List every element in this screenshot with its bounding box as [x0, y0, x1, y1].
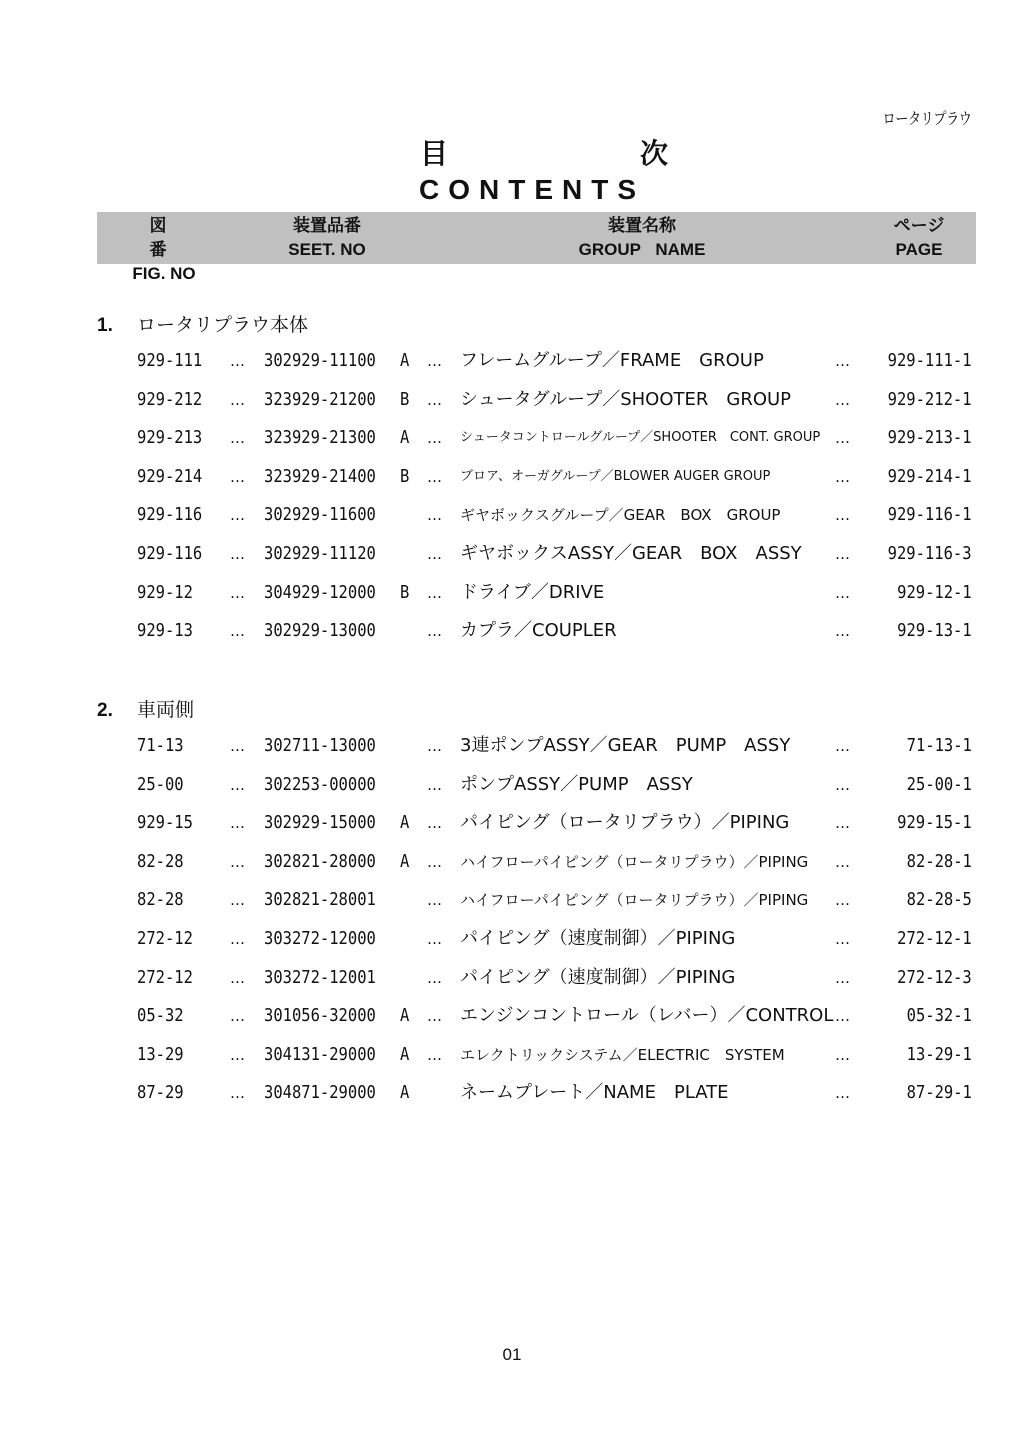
- group-name: パイピング（速度制御）／PIPING: [460, 928, 736, 949]
- table-header: [97, 212, 976, 283]
- sheet-no: 323929-21300: [264, 427, 376, 448]
- leader-dots: …: [230, 1046, 245, 1064]
- fig-no: 272-12: [137, 967, 193, 988]
- sheet-no: 323929-21200: [264, 389, 376, 410]
- revision: A: [400, 851, 410, 872]
- fig-no: 13-29: [137, 1044, 184, 1065]
- leader-dots: …: [835, 1084, 850, 1102]
- fig-no: 929-212: [137, 389, 203, 410]
- leader-dots: …: [835, 891, 850, 909]
- group-name: ギヤボックスASSY／GEAR BOX ASSY: [460, 543, 802, 564]
- group-name: シュータコントロールグループ／SHOOTER CONT. GROUP: [460, 430, 821, 445]
- sheet-no: 323929-21400: [264, 466, 376, 487]
- leader-dots: …: [427, 584, 442, 602]
- fig-no: 82-28: [137, 851, 184, 872]
- toc-row[interactable]: [0, 542, 1024, 566]
- leader-dots: …: [230, 352, 245, 370]
- fig-no: 82-28: [137, 889, 184, 910]
- leader-dots: …: [230, 622, 245, 640]
- group-name: パイピング（ロータリプラウ）／PIPING: [460, 812, 790, 833]
- leader-dots: …: [427, 352, 442, 370]
- header-fig-no-en: FIG. NO: [132, 264, 196, 283]
- group-name: エンジンコントロール（レバー）／CONTROL: [460, 1005, 834, 1026]
- toc-row[interactable]: [0, 734, 1024, 758]
- leader-dots: …: [835, 853, 850, 871]
- page-ref[interactable]: 929-12-1: [897, 582, 972, 603]
- leader-dots: …: [835, 584, 850, 602]
- header-sheet-no-en: SEET. NO: [288, 240, 366, 259]
- leader-dots: …: [835, 352, 850, 370]
- leader-dots: …: [427, 930, 442, 948]
- header-group-name-jp: 装置名称: [608, 216, 676, 236]
- group-name: ブロア、オーガグループ／BLOWER AUGER GROUP: [460, 469, 771, 484]
- sheet-no: 304871-29000: [264, 1082, 376, 1103]
- group-name: ギヤボックスグループ／GEAR BOX GROUP: [460, 506, 781, 524]
- toc-row[interactable]: [0, 888, 1024, 912]
- leader-dots: …: [230, 468, 245, 486]
- leader-dots: …: [230, 506, 245, 524]
- header-fig-no-jp: 図 番: [149, 216, 236, 260]
- revision: A: [400, 812, 410, 833]
- revision: A: [400, 1082, 410, 1103]
- leader-dots: …: [835, 737, 850, 755]
- sheet-no: 302821-28001: [264, 889, 376, 910]
- leader-dots: …: [427, 814, 442, 832]
- header-fig-no: [109, 214, 236, 286]
- section-title-text: 車両側: [137, 699, 195, 721]
- leader-dots: …: [230, 429, 245, 447]
- section-title: [97, 695, 194, 722]
- fig-no: 929-13: [137, 620, 193, 641]
- page-ref[interactable]: 929-213-1: [888, 427, 972, 448]
- fig-no: 71-13: [137, 735, 184, 756]
- sheet-no: 302253-00000: [264, 774, 376, 795]
- sheet-no: 303272-12001: [264, 967, 376, 988]
- leader-dots: …: [230, 969, 245, 987]
- fig-no: 87-29: [137, 1082, 184, 1103]
- page-ref[interactable]: 929-111-1: [888, 350, 972, 371]
- leader-dots: …: [427, 969, 442, 987]
- group-name: ハイフローパイピング（ロータリプラウ）／PIPING: [460, 891, 809, 909]
- page-ref[interactable]: 929-214-1: [888, 466, 972, 487]
- fig-no: 929-213: [137, 427, 203, 448]
- revision: B: [400, 389, 410, 410]
- group-name: エレクトリックシステム／ELECTRIC SYSTEM: [460, 1046, 785, 1064]
- leader-dots: …: [427, 622, 442, 640]
- toc-row[interactable]: [0, 773, 1024, 797]
- leader-dots: …: [427, 391, 442, 409]
- sheet-no: 304131-29000: [264, 1044, 376, 1065]
- leader-dots: …: [230, 737, 245, 755]
- leader-dots: …: [427, 737, 442, 755]
- toc-row[interactable]: [0, 426, 1024, 450]
- toc-row[interactable]: [0, 1004, 1024, 1028]
- leader-dots: …: [427, 1007, 442, 1025]
- sheet-no: 302929-11600: [264, 504, 376, 525]
- leader-dots: …: [427, 429, 442, 447]
- sheet-no: 304929-12000: [264, 582, 376, 603]
- toc-row[interactable]: [0, 1081, 1024, 1105]
- group-name: ネームプレート／NAME PLATE: [460, 1082, 729, 1103]
- sheet-no: 302711-13000: [264, 735, 376, 756]
- leader-dots: …: [835, 969, 850, 987]
- leader-dots: …: [835, 506, 850, 524]
- leader-dots: …: [835, 930, 850, 948]
- page-number: 01: [502, 1345, 522, 1364]
- leader-dots: …: [835, 814, 850, 832]
- sheet-no: 303272-12000: [264, 928, 376, 949]
- sheet-no: 302929-15000: [264, 812, 376, 833]
- leader-dots: …: [230, 1007, 245, 1025]
- fig-no: 929-116: [137, 543, 203, 564]
- revision: A: [400, 1005, 410, 1026]
- page-title-jp: [420, 132, 668, 172]
- section-title-text: ロータリプラウ本体: [137, 314, 309, 336]
- leader-dots: …: [835, 391, 850, 409]
- leader-dots: …: [230, 584, 245, 602]
- leader-dots: …: [230, 930, 245, 948]
- page-ref[interactable]: 929-15-1: [897, 812, 972, 833]
- page-ref[interactable]: 929-116-3: [888, 543, 972, 564]
- leader-dots: …: [427, 468, 442, 486]
- page-ref[interactable]: 25-00-1: [906, 774, 972, 795]
- leader-dots: …: [427, 1046, 442, 1064]
- leader-dots: …: [230, 853, 245, 871]
- leader-dots: …: [230, 891, 245, 909]
- toc-row[interactable]: [0, 927, 1024, 951]
- sheet-no: 302929-13000: [264, 620, 376, 641]
- group-name: ハイフローパイピング（ロータリプラウ）／PIPING: [460, 853, 809, 871]
- header-page-en: PAGE: [895, 240, 943, 259]
- section-number: 1.: [97, 315, 113, 336]
- revision: A: [400, 427, 410, 448]
- group-name: 3連ポンプASSY／GEAR PUMP ASSY: [460, 735, 791, 756]
- leader-dots: …: [230, 391, 245, 409]
- revision: B: [400, 466, 410, 487]
- page-ref[interactable]: 71-13-1: [906, 735, 972, 756]
- fig-no: 929-111: [137, 350, 203, 371]
- page-ref[interactable]: 929-13-1: [897, 620, 972, 641]
- toc-row[interactable]: [0, 1043, 1024, 1067]
- toc-row[interactable]: [0, 465, 1024, 489]
- revision: A: [400, 350, 410, 371]
- fig-no: 929-12: [137, 582, 193, 603]
- title-jp-char-1: 目: [420, 137, 449, 170]
- toc-row[interactable]: [0, 850, 1024, 874]
- leader-dots: …: [230, 814, 245, 832]
- header-sheet-no-jp: 装置品番: [293, 216, 361, 236]
- page-ref[interactable]: 82-28-1: [906, 851, 972, 872]
- fig-no: 05-32: [137, 1005, 184, 1026]
- group-name: カプラ／COUPLER: [460, 620, 617, 641]
- group-name: フレームグループ／FRAME GROUP: [460, 350, 764, 371]
- toc-row[interactable]: [0, 966, 1024, 990]
- page-ref[interactable]: 929-116-1: [888, 504, 972, 525]
- leader-dots: …: [427, 853, 442, 871]
- page-ref[interactable]: 929-212-1: [888, 389, 972, 410]
- leader-dots: …: [835, 545, 850, 563]
- page-ref[interactable]: 272-12-3: [897, 967, 972, 988]
- section-number: 2.: [97, 700, 113, 721]
- header-group-name: [527, 214, 757, 262]
- group-name: シュータグループ／SHOOTER GROUP: [460, 389, 792, 410]
- page-title-en: CONTENTS: [419, 174, 645, 205]
- toc-row[interactable]: [0, 811, 1024, 835]
- leader-dots: …: [230, 776, 245, 794]
- leader-dots: …: [427, 891, 442, 909]
- leader-dots: …: [835, 776, 850, 794]
- leader-dots: …: [230, 1084, 245, 1102]
- leader-dots: …: [835, 429, 850, 447]
- toc-row[interactable]: [0, 581, 1024, 605]
- toc-row[interactable]: [0, 619, 1024, 643]
- leader-dots: …: [427, 506, 442, 524]
- leader-dots: …: [230, 545, 245, 563]
- sheet-no: 302821-28000: [264, 851, 376, 872]
- revision: B: [400, 582, 410, 603]
- leader-dots: …: [835, 622, 850, 640]
- sheet-no: 302929-11120: [264, 543, 376, 564]
- section-title: [97, 310, 308, 337]
- toc-row[interactable]: [0, 503, 1024, 527]
- page-ref[interactable]: 87-29-1: [906, 1082, 972, 1103]
- toc-row[interactable]: [0, 388, 1024, 412]
- group-name: パイピング（速度制御）／PIPING: [460, 967, 736, 988]
- header-group-name-en: GROUP NAME: [578, 240, 706, 259]
- fig-no: 929-214: [137, 466, 203, 487]
- revision: A: [400, 1044, 410, 1065]
- header-sheet-no: [262, 214, 392, 262]
- leader-dots: …: [427, 776, 442, 794]
- sheet-no: 301056-32000: [264, 1005, 376, 1026]
- title-jp-char-2: 次: [639, 137, 668, 170]
- page-ref[interactable]: 272-12-1: [897, 928, 972, 949]
- sheet-no: 302929-11100: [264, 350, 376, 371]
- fig-no: 25-00: [137, 774, 184, 795]
- page-ref[interactable]: 05-32-1: [906, 1005, 972, 1026]
- header-page: [877, 214, 961, 262]
- document-label: ロータリプラウ: [883, 109, 972, 128]
- toc-row[interactable]: [0, 349, 1024, 373]
- group-name: ドライブ／DRIVE: [460, 582, 605, 603]
- fig-no: 929-15: [137, 812, 193, 833]
- leader-dots: …: [835, 468, 850, 486]
- leader-dots: …: [427, 545, 442, 563]
- page-ref[interactable]: 82-28-5: [906, 889, 972, 910]
- fig-no: 929-116: [137, 504, 203, 525]
- fig-no: 272-12: [137, 928, 193, 949]
- leader-dots: …: [835, 1046, 850, 1064]
- group-name: ポンプASSY／PUMP ASSY: [460, 774, 693, 795]
- leader-dots: …: [835, 1007, 850, 1025]
- page-ref[interactable]: 13-29-1: [906, 1044, 972, 1065]
- header-page-jp: ページ: [893, 216, 945, 236]
